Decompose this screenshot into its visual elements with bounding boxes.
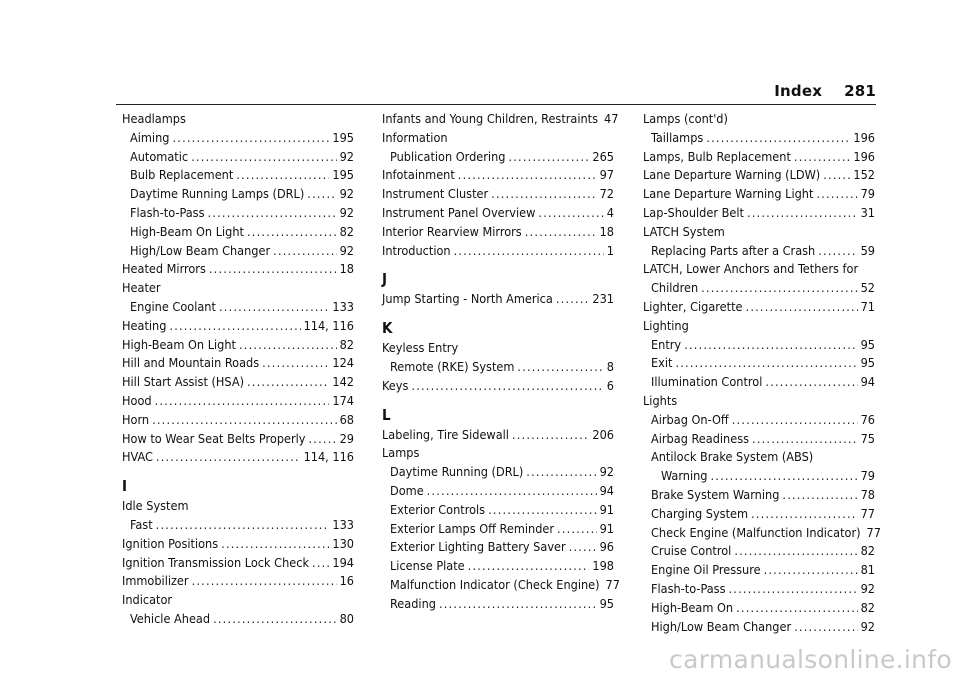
- entry-label: Interior Rearview Mirrors: [382, 223, 522, 239]
- index-subentry: [643, 467, 875, 486]
- dot-leader: [247, 373, 329, 392]
- dot-leader: [468, 557, 590, 576]
- entry-label: Vehicle Ahead: [130, 610, 211, 626]
- entry-label: License Plate: [390, 558, 465, 574]
- dot-leader: [525, 223, 597, 242]
- entry-page-ref: 94: [599, 482, 614, 498]
- index-subentry: [122, 148, 354, 167]
- entry-page-ref: 133: [332, 298, 354, 314]
- index-entry: [122, 535, 354, 554]
- entry-label: Heated Mirrors: [122, 261, 206, 277]
- entry-label: Warning: [661, 468, 708, 484]
- index-subentry: [122, 242, 354, 261]
- dot-leader: [152, 411, 337, 430]
- entry-label: Hill Start Assist (HSA): [122, 374, 245, 390]
- entry-page-ref: 194: [332, 554, 354, 570]
- index-subentry: [643, 618, 875, 637]
- dot-leader: [816, 185, 857, 204]
- index-entry: [382, 426, 614, 445]
- index-subentry: [643, 279, 875, 298]
- entry-label: High-Beam On Light: [122, 336, 236, 352]
- entry-label: HVAC: [122, 449, 153, 465]
- entry-label: Hood: [122, 392, 152, 408]
- entry-page-ref: 75: [860, 430, 875, 446]
- dot-leader: [736, 599, 857, 618]
- index-entry: [122, 430, 354, 449]
- entry-label: Keyless Entry: [382, 340, 459, 356]
- index-entry: [122, 497, 354, 516]
- index-column-3: [643, 110, 881, 636]
- entry-label: Infotainment: [382, 167, 455, 183]
- index-entry: [382, 223, 614, 242]
- dot-leader: [273, 242, 336, 261]
- dot-leader: [192, 572, 337, 591]
- index-subentry: [643, 354, 875, 373]
- dot-leader: [746, 298, 858, 317]
- entry-label: Lamps, Bulb Replacement: [643, 148, 791, 164]
- index-subentry: [643, 129, 875, 148]
- entry-label: Lights: [643, 392, 678, 408]
- entry-page-ref: 78: [860, 486, 875, 502]
- page-header: [774, 82, 876, 100]
- entry-page-ref: 92: [339, 242, 354, 258]
- entry-label: Exterior Controls: [390, 501, 486, 517]
- entry-label: Reading: [390, 595, 436, 611]
- entry-label: Immobilizer: [122, 573, 189, 589]
- entry-label: Check Engine (Malfunction Indicator): [651, 524, 861, 540]
- index-entry: [122, 260, 354, 279]
- index-entry: [643, 204, 875, 223]
- entry-page-ref: 82: [860, 599, 875, 615]
- index-entry: [122, 448, 354, 467]
- entry-label: Airbag Readiness: [651, 430, 750, 446]
- index-subentry: [382, 538, 614, 557]
- watermark: carmanualsonline.info: [669, 645, 952, 674]
- entry-label: Ignition Positions: [122, 535, 219, 551]
- index-entry: [122, 354, 354, 373]
- entry-page-ref: 77: [605, 576, 620, 592]
- header-divider: [116, 104, 876, 105]
- dot-leader: [172, 129, 329, 148]
- entry-label: Engine Oil Pressure: [651, 562, 761, 578]
- entry-label: Lane Departure Warning (LDW): [643, 167, 821, 183]
- dot-leader: [439, 595, 597, 614]
- index-entry: [122, 572, 354, 591]
- entry-label: Lighter, Cigarette: [643, 298, 743, 314]
- entry-page-ref: 195: [332, 129, 354, 145]
- index-entry: [643, 260, 875, 279]
- dot-leader: [236, 166, 329, 185]
- entry-label: Airbag On-Off: [651, 411, 729, 427]
- dot-leader: [794, 618, 857, 637]
- dot-leader: [247, 223, 337, 242]
- index-entry: [643, 223, 875, 242]
- index-subentry: [382, 501, 614, 520]
- dot-leader: [155, 392, 330, 411]
- index-entry: [643, 148, 875, 167]
- entry-label: Indicator: [122, 592, 173, 608]
- dot-leader: [526, 463, 596, 482]
- entry-label: Bulb Replacement: [130, 167, 234, 183]
- entry-page-ref: 174: [332, 392, 354, 408]
- dot-leader: [312, 554, 329, 573]
- entry-page-ref: 196: [853, 129, 875, 145]
- dot-leader: [156, 448, 301, 467]
- entry-page-ref: 195: [332, 167, 354, 183]
- entry-page-ref: 1: [606, 242, 614, 258]
- entry-label: High-Beam On Light: [130, 223, 244, 239]
- index-column-2: [382, 110, 620, 614]
- entry-label: Daytime Running (DRL): [390, 464, 524, 480]
- dot-leader: [675, 354, 857, 373]
- entry-label: Engine Coolant: [130, 298, 216, 314]
- entry-label: Taillamps: [651, 129, 704, 145]
- entry-page-ref: 72: [599, 186, 614, 202]
- index-subentry: [643, 599, 875, 618]
- dot-leader: [751, 505, 858, 524]
- entry-label: Hill and Mountain Roads: [122, 355, 260, 371]
- entry-page-ref: 114, 116: [303, 449, 354, 465]
- entry-page-ref: 95: [860, 355, 875, 371]
- dot-leader: [794, 148, 850, 167]
- index-subentry: [643, 561, 875, 580]
- index-subentry: [643, 242, 875, 261]
- dot-leader: [488, 501, 596, 520]
- index-letter-heading: J: [382, 270, 388, 289]
- index-entry: [382, 185, 614, 204]
- entry-label: Keys: [382, 377, 409, 393]
- entry-label: Jump Starting - North America: [382, 291, 553, 307]
- entry-label: Dome: [390, 482, 424, 498]
- entry-label: Introduction: [382, 242, 451, 258]
- entry-page-ref: 82: [339, 223, 354, 239]
- index-entry: [643, 110, 875, 129]
- entry-label: Flash-to-Pass: [651, 580, 726, 596]
- dot-leader: [752, 430, 858, 449]
- entry-page-ref: 124: [332, 355, 354, 371]
- entry-label: Publication Ordering: [390, 148, 506, 164]
- entry-label: High-Beam On: [651, 599, 734, 615]
- entry-label: Malfunction Indicator (Check Engine): [390, 576, 600, 592]
- entry-page-ref: 95: [599, 595, 614, 611]
- entry-page-ref: 92: [339, 204, 354, 220]
- entry-label: Antilock Brake System (ABS): [651, 449, 814, 465]
- entry-label: Exterior Lamps Off Reminder: [390, 520, 555, 536]
- index-subentry: [643, 505, 875, 524]
- entry-page-ref: 29: [339, 430, 354, 446]
- dot-leader: [309, 430, 337, 449]
- dot-leader: [458, 166, 597, 185]
- dot-leader: [556, 290, 590, 309]
- index-subentry: [643, 430, 875, 449]
- entry-label: Ignition Transmission Lock Check: [122, 554, 310, 570]
- entry-page-ref: 92: [599, 464, 614, 480]
- entry-label: Entry: [651, 336, 682, 352]
- index-entry: [382, 166, 614, 185]
- index-subentry: [643, 411, 875, 430]
- dot-leader: [764, 561, 858, 580]
- dot-leader: [454, 242, 604, 261]
- dot-leader: [221, 535, 329, 554]
- index-subentry: [382, 463, 614, 482]
- index-entry: [382, 339, 614, 358]
- entry-page-ref: 92: [339, 186, 354, 202]
- entry-label: Infants and Young Children, Restraints: [382, 111, 599, 126]
- entry-label: Remote (RKE) System: [390, 358, 515, 374]
- dot-leader: [208, 204, 337, 223]
- entry-page-ref: 18: [599, 223, 614, 239]
- entry-label: LATCH, Lower Anchors and Tethers for: [643, 261, 859, 277]
- index-subentry: [122, 516, 354, 535]
- entry-label: Instrument Panel Overview: [382, 204, 536, 220]
- index-subentry: [122, 298, 354, 317]
- dot-leader: [508, 148, 589, 167]
- index-entry: [122, 392, 354, 411]
- entry-label: Exit: [651, 355, 673, 371]
- entry-label: Charging System: [651, 505, 749, 521]
- entry-label: Labeling, Tire Sidewall: [382, 426, 509, 442]
- entry-page-ref: 198: [592, 558, 614, 574]
- entry-label: Exterior Lighting Battery Saver: [390, 539, 566, 555]
- entry-page-ref: 82: [860, 543, 875, 559]
- dot-leader: [262, 354, 329, 373]
- entry-page-ref: 79: [860, 468, 875, 484]
- index-entry: [382, 204, 614, 223]
- index-subentry: [382, 358, 614, 377]
- dot-leader: [213, 610, 337, 629]
- entry-page-ref: 95: [860, 336, 875, 352]
- dot-leader: [191, 148, 336, 167]
- index-entry: [382, 444, 614, 463]
- index-subentry: [643, 542, 875, 561]
- entry-page-ref: 265: [592, 148, 614, 164]
- index-subentry: [382, 520, 614, 539]
- entry-label: Lamps (cont'd): [643, 111, 728, 126]
- entry-label: Lamps: [382, 445, 420, 461]
- index-subentry: [643, 336, 875, 355]
- entry-page-ref: 92: [860, 618, 875, 634]
- dot-leader: [517, 358, 603, 377]
- entry-page-ref: 8: [606, 358, 614, 374]
- index-entry: [643, 317, 875, 336]
- entry-page-ref: 133: [332, 516, 354, 532]
- index-subentry: [122, 129, 354, 148]
- index-subentry: [643, 486, 875, 505]
- index-entry: [122, 110, 354, 129]
- entry-label: Lighting: [643, 317, 689, 333]
- dot-leader: [706, 129, 850, 148]
- dot-leader: [782, 486, 857, 505]
- entry-page-ref: 94: [860, 374, 875, 390]
- entry-label: Heating: [122, 317, 167, 333]
- entry-page-ref: 16: [339, 573, 354, 589]
- entry-page-ref: 231: [592, 291, 614, 307]
- entry-label: Heater: [122, 280, 161, 296]
- entry-page-ref: 68: [339, 411, 354, 427]
- entry-label: Aiming: [130, 129, 170, 145]
- index-subentry: [382, 576, 620, 595]
- index-entry: [122, 336, 354, 355]
- entry-page-ref: 77: [866, 524, 881, 540]
- entry-page-ref: 91: [599, 501, 614, 517]
- index-entry: [382, 290, 614, 309]
- index-subentry: [382, 482, 614, 501]
- index-entry: [122, 411, 354, 430]
- index-subentry: [122, 610, 354, 629]
- index-entry: [382, 110, 619, 129]
- entry-label: LATCH System: [643, 223, 725, 239]
- entry-page-ref: 4: [606, 204, 614, 220]
- index-entry: [643, 298, 875, 317]
- entry-page-ref: 77: [860, 505, 875, 521]
- index-entry: [643, 392, 875, 411]
- dot-leader: [747, 204, 858, 223]
- entry-label: Lane Departure Warning Light: [643, 186, 814, 202]
- dot-leader: [818, 242, 857, 261]
- index-entry: [643, 166, 875, 185]
- dot-leader: [557, 520, 597, 539]
- index-entry: [122, 279, 354, 298]
- entry-label: Flash-to-Pass: [130, 204, 205, 220]
- index-subentry: [643, 580, 875, 599]
- dot-leader: [239, 336, 337, 355]
- entry-label: Information: [382, 129, 448, 145]
- entry-label: High/Low Beam Changer: [130, 242, 271, 258]
- index-entry: [122, 373, 354, 392]
- dot-leader: [823, 166, 850, 185]
- entry-page-ref: 59: [860, 242, 875, 258]
- index-letter-heading: L: [382, 405, 391, 424]
- entry-label: How to Wear Seat Belts Properly: [122, 430, 306, 446]
- page-number: 281: [844, 82, 876, 100]
- index-entry: [382, 242, 614, 261]
- index-subentry: [382, 557, 614, 576]
- entry-page-ref: 96: [599, 539, 614, 555]
- entry-label: Replacing Parts after a Crash: [651, 242, 816, 258]
- entry-label: Illumination Control: [651, 374, 763, 390]
- index-entry: [122, 554, 354, 573]
- index-letter-heading: I: [122, 477, 128, 496]
- entry-page-ref: 114, 116: [303, 317, 354, 333]
- entry-page-ref: 206: [592, 426, 614, 442]
- entry-page-ref: 71: [860, 298, 875, 314]
- entry-label: Lap-Shoulder Belt: [643, 204, 744, 220]
- index-subentry: [643, 448, 875, 467]
- index-subentry: [382, 595, 614, 614]
- index-entry: [382, 377, 614, 396]
- entry-label: Cruise Control: [651, 543, 732, 559]
- dot-leader: [765, 373, 857, 392]
- entry-page-ref: 91: [599, 520, 614, 536]
- index-subentry: [122, 223, 354, 242]
- entry-page-ref: 31: [860, 204, 875, 220]
- dot-leader: [710, 467, 857, 486]
- index-column-1: [122, 110, 354, 629]
- index-entry: [122, 317, 354, 336]
- dot-leader: [684, 336, 857, 355]
- entry-label: Horn: [122, 411, 150, 427]
- entry-label: Fast: [130, 516, 153, 532]
- dot-leader: [209, 260, 337, 279]
- entry-page-ref: 92: [860, 580, 875, 596]
- index-subentry: [382, 148, 614, 167]
- entry-page-ref: 18: [339, 261, 354, 277]
- index-entry: [643, 185, 875, 204]
- entry-label: Brake System Warning: [651, 486, 780, 502]
- dot-leader: [219, 298, 329, 317]
- dot-leader: [538, 204, 603, 223]
- entry-page-ref: 81: [860, 562, 875, 578]
- entry-page-ref: 97: [599, 167, 614, 183]
- entry-page-ref: 52: [860, 280, 875, 296]
- index-entry: [382, 129, 614, 148]
- dot-leader: [491, 185, 596, 204]
- dot-leader: [156, 516, 330, 535]
- dot-leader: [732, 411, 858, 430]
- dot-leader: [169, 317, 300, 336]
- entry-page-ref: 47: [604, 111, 619, 126]
- index-letter-heading: K: [382, 319, 393, 338]
- entry-label: High/Low Beam Changer: [651, 618, 792, 634]
- dot-leader: [307, 185, 336, 204]
- entry-page-ref: 80: [339, 610, 354, 626]
- entry-page-ref: 6: [606, 377, 614, 393]
- dot-leader: [729, 580, 858, 599]
- index-subentry: [643, 373, 875, 392]
- entry-page-ref: 79: [860, 186, 875, 202]
- dot-leader: [734, 542, 857, 561]
- section-title: Index: [774, 82, 823, 100]
- dot-leader: [411, 377, 603, 396]
- entry-page-ref: 196: [853, 148, 875, 164]
- entry-label: Headlamps: [122, 111, 186, 126]
- dot-leader: [512, 426, 589, 445]
- dot-leader: [427, 482, 597, 501]
- index-subentry: [122, 166, 354, 185]
- entry-page-ref: 92: [339, 148, 354, 164]
- entry-label: Children: [651, 280, 699, 296]
- dot-leader: [701, 279, 857, 298]
- entry-page-ref: 82: [339, 336, 354, 352]
- index-subentry: [122, 185, 354, 204]
- entry-page-ref: 130: [332, 535, 354, 551]
- entry-label: Idle System: [122, 498, 189, 514]
- entry-page-ref: 152: [853, 167, 875, 183]
- entry-label: Daytime Running Lamps (DRL): [130, 186, 305, 202]
- entry-label: Instrument Cluster: [382, 186, 489, 202]
- entry-label: Automatic: [130, 148, 189, 164]
- entry-page-ref: 76: [860, 411, 875, 427]
- entry-page-ref: 142: [332, 374, 354, 390]
- index-subentry: [643, 524, 881, 543]
- dot-leader: [569, 538, 597, 557]
- index-entry: [122, 591, 354, 610]
- index-subentry: [122, 204, 354, 223]
